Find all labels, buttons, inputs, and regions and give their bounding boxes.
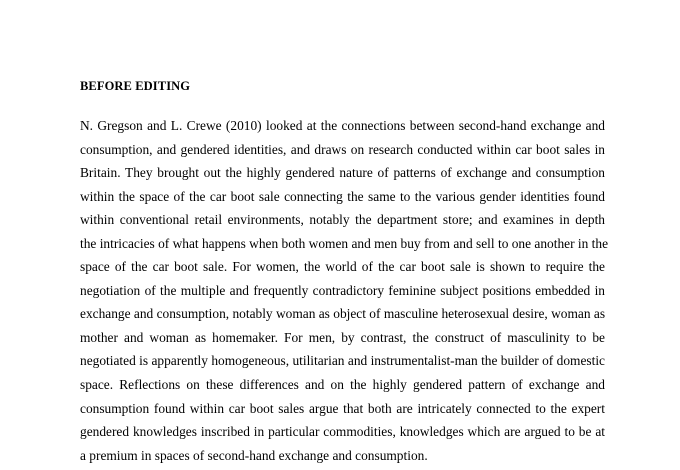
paragraph-line: space of the car boot sale. For women, the world of the car boot sale is shown to require the <box>80 259 605 275</box>
paragraph-line-last: a premium in spaces of second-hand exchange and consumption. <box>80 447 428 463</box>
paragraph-line: consumption found within car boot sales argue that both are intricately connected to the expert <box>80 400 605 416</box>
paragraph-line: within conventional retail environments, notably the department store; and examines in depth <box>80 212 605 228</box>
paragraph-line: N. Gregson and L. Crewe (2010) looked at the connections between second-hand exchange and <box>80 118 605 133</box>
paragraph-line: consumption, and gendered identities, and draws on research conducted within car boot sales in <box>80 141 605 157</box>
paragraph-line: gendered knowledges inscribed in particular commodities, knowledges which are argued to be at <box>80 424 605 440</box>
paragraph-line: negotiated is apparently homogeneous, utilitarian and instrumentalist-man the builder of domestic <box>80 353 605 369</box>
paragraph-line: the intricacies of what happens when both women and men buy from and sell to one another in the <box>80 235 609 251</box>
section-heading: BEFORE EDITING <box>80 79 191 93</box>
paragraph-line: Britain. They brought out the highly gendered nature of patterns of exchange and consumption <box>80 165 605 181</box>
paragraph <box>80 117 609 470</box>
paragraph-line: mother and woman as homemaker. For men, by contrast, the construct of masculinity to be <box>80 329 605 345</box>
paragraph-line: negotiation of the multiple and frequently contradictory feminine subject positions embedded in <box>80 282 605 298</box>
paragraph-line: space. Reflections on these differences and on the highly gendered pattern of exchange and <box>80 377 605 393</box>
paragraph-line: exchange and consumption, notably woman as object of masculine heterosexual desire, woman as <box>80 306 606 322</box>
paragraph-line: within the space of the car boot sale connecting the same to the various gender identities found <box>80 188 605 204</box>
